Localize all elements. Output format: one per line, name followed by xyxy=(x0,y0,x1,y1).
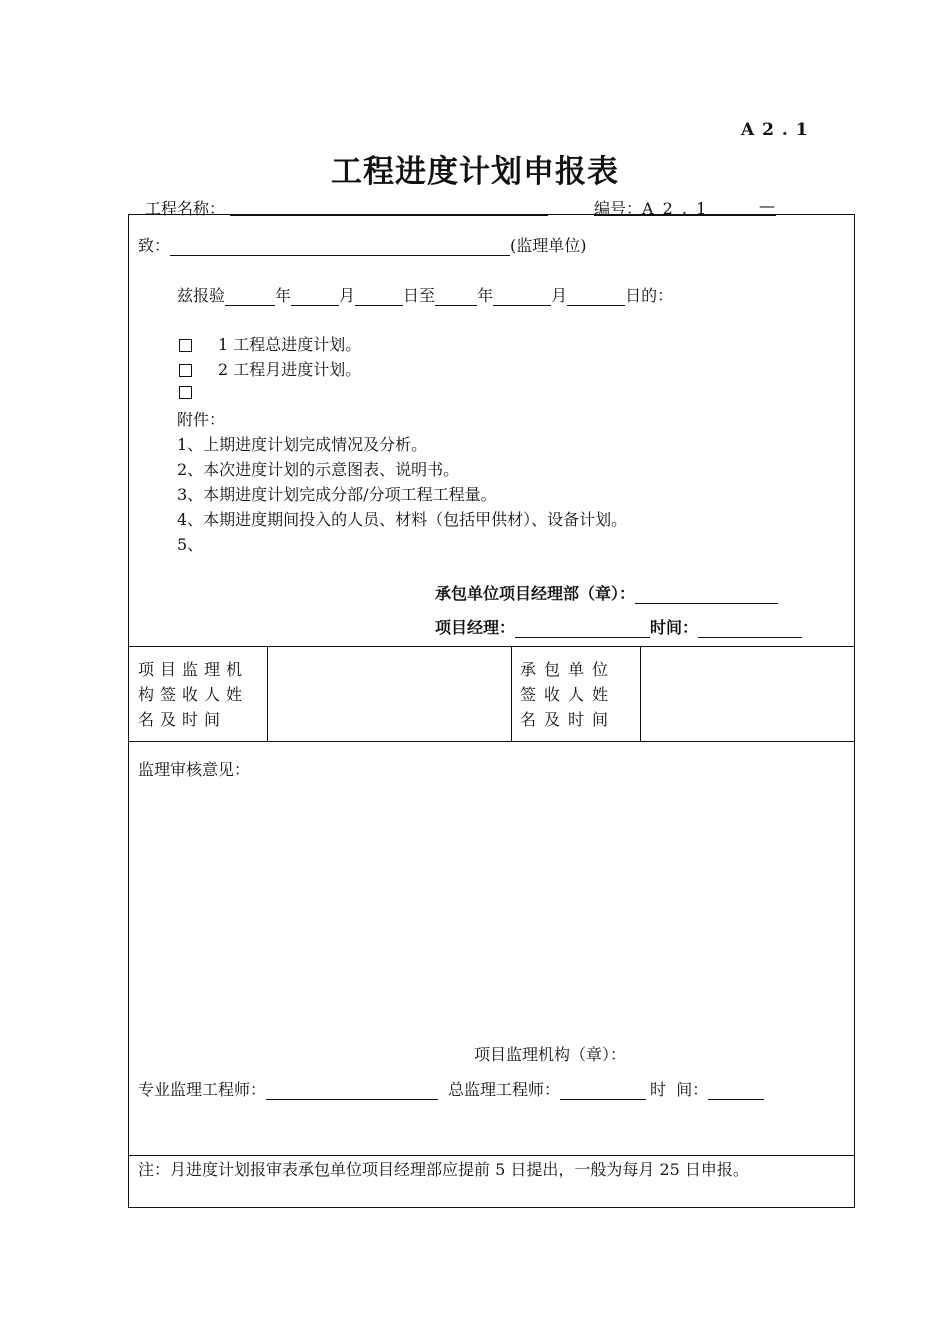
review-time-label: 时 间： xyxy=(650,1080,709,1099)
end-day-field[interactable] xyxy=(567,288,625,306)
option-total-plan[interactable] xyxy=(179,332,361,355)
attachment-item: 4、本期进度期间投入的人员、材料（包括甲供材）、设备计划。 xyxy=(177,510,628,529)
chief-label: 总监理工程师： xyxy=(448,1080,561,1099)
to-line xyxy=(138,233,587,256)
attachment-item: 1、上期进度计划完成情况及分析。 xyxy=(177,435,428,454)
month-label: 月 xyxy=(339,286,356,305)
serial-dash: — xyxy=(759,196,775,215)
org-seal-label: 项目监理机构（章）： xyxy=(474,1045,627,1064)
review-opinion-field[interactable] xyxy=(143,782,843,1032)
serial-label: 编号： xyxy=(594,199,643,218)
checkbox-icon[interactable] xyxy=(179,364,192,377)
end-month-field[interactable] xyxy=(493,288,551,306)
signature-line xyxy=(138,1077,764,1100)
option-label: 2 工程月进度计划。 xyxy=(218,360,362,379)
review-section xyxy=(128,741,855,1156)
note-text: 注：月进度计划报审表承包单位项目经理部应提前 5 日提出，一般为每月 25 日申报。 xyxy=(138,1160,749,1179)
day-to-label: 日至 xyxy=(403,286,436,305)
report-prefix: 兹报验 xyxy=(177,286,226,305)
attachments-label: 附件： xyxy=(177,410,226,429)
application-section xyxy=(128,214,855,647)
supervision-receiver-field[interactable] xyxy=(268,647,511,741)
to-suffix: (监理单位) xyxy=(510,236,587,255)
chief-field[interactable] xyxy=(560,1082,646,1100)
report-period-line xyxy=(177,283,673,306)
supervision-receiver-label: 项目监理机构签收人姓名及时间 xyxy=(138,660,249,729)
start-year-field[interactable] xyxy=(225,288,275,306)
engineer-field[interactable] xyxy=(266,1082,438,1100)
supervisor-unit-field[interactable] xyxy=(170,238,510,256)
review-time-field[interactable] xyxy=(708,1082,764,1100)
year-label-2: 年 xyxy=(477,286,494,305)
start-day-field[interactable] xyxy=(355,288,403,306)
checkbox-icon[interactable] xyxy=(179,386,192,399)
attachment-item: 3、本期进度计划完成分部/分项工程工程量。 xyxy=(177,485,497,504)
to-label: 致： xyxy=(138,236,171,255)
year-label: 年 xyxy=(275,286,292,305)
end-year-field[interactable] xyxy=(435,288,477,306)
form-code: A 2 . 1 xyxy=(741,120,809,140)
start-month-field[interactable] xyxy=(291,288,339,306)
review-label: 监理审核意见： xyxy=(138,760,251,779)
pm-field[interactable] xyxy=(515,620,650,638)
project-manager-line xyxy=(435,615,802,638)
project-name-label: 工程名称： xyxy=(145,199,226,218)
month-label-2: 月 xyxy=(551,286,568,305)
attachment-item: 5、 xyxy=(177,535,204,554)
pm-label: 项目经理： xyxy=(435,618,516,637)
page-title: 工程进度计划申报表 xyxy=(331,154,619,190)
time-label: 时间： xyxy=(650,618,699,637)
contractor-receiver-field[interactable] xyxy=(641,647,854,741)
contractor-seal-field[interactable] xyxy=(635,586,778,604)
engineer-label: 专业监理工程师： xyxy=(138,1080,267,1099)
contractor-receiver-label: 承包单位签收人姓名及时间 xyxy=(520,660,617,729)
note-section xyxy=(128,1155,855,1208)
option-other[interactable] xyxy=(179,382,192,401)
pm-time-field[interactable] xyxy=(698,620,802,638)
contractor-seal-label: 承包单位项目经理部（章）： xyxy=(435,584,636,603)
contractor-seal-line xyxy=(435,581,778,604)
option-monthly-plan[interactable] xyxy=(179,357,361,380)
serial-value: A 2 . 1 xyxy=(642,199,709,218)
attachment-item: 2、本次进度计划的示意图表、说明书。 xyxy=(177,460,460,479)
option-label: 1 工程总进度计划。 xyxy=(218,335,362,354)
checkbox-icon[interactable] xyxy=(179,339,192,352)
day-end-label: 日的： xyxy=(625,286,674,305)
receipt-section xyxy=(128,646,855,742)
